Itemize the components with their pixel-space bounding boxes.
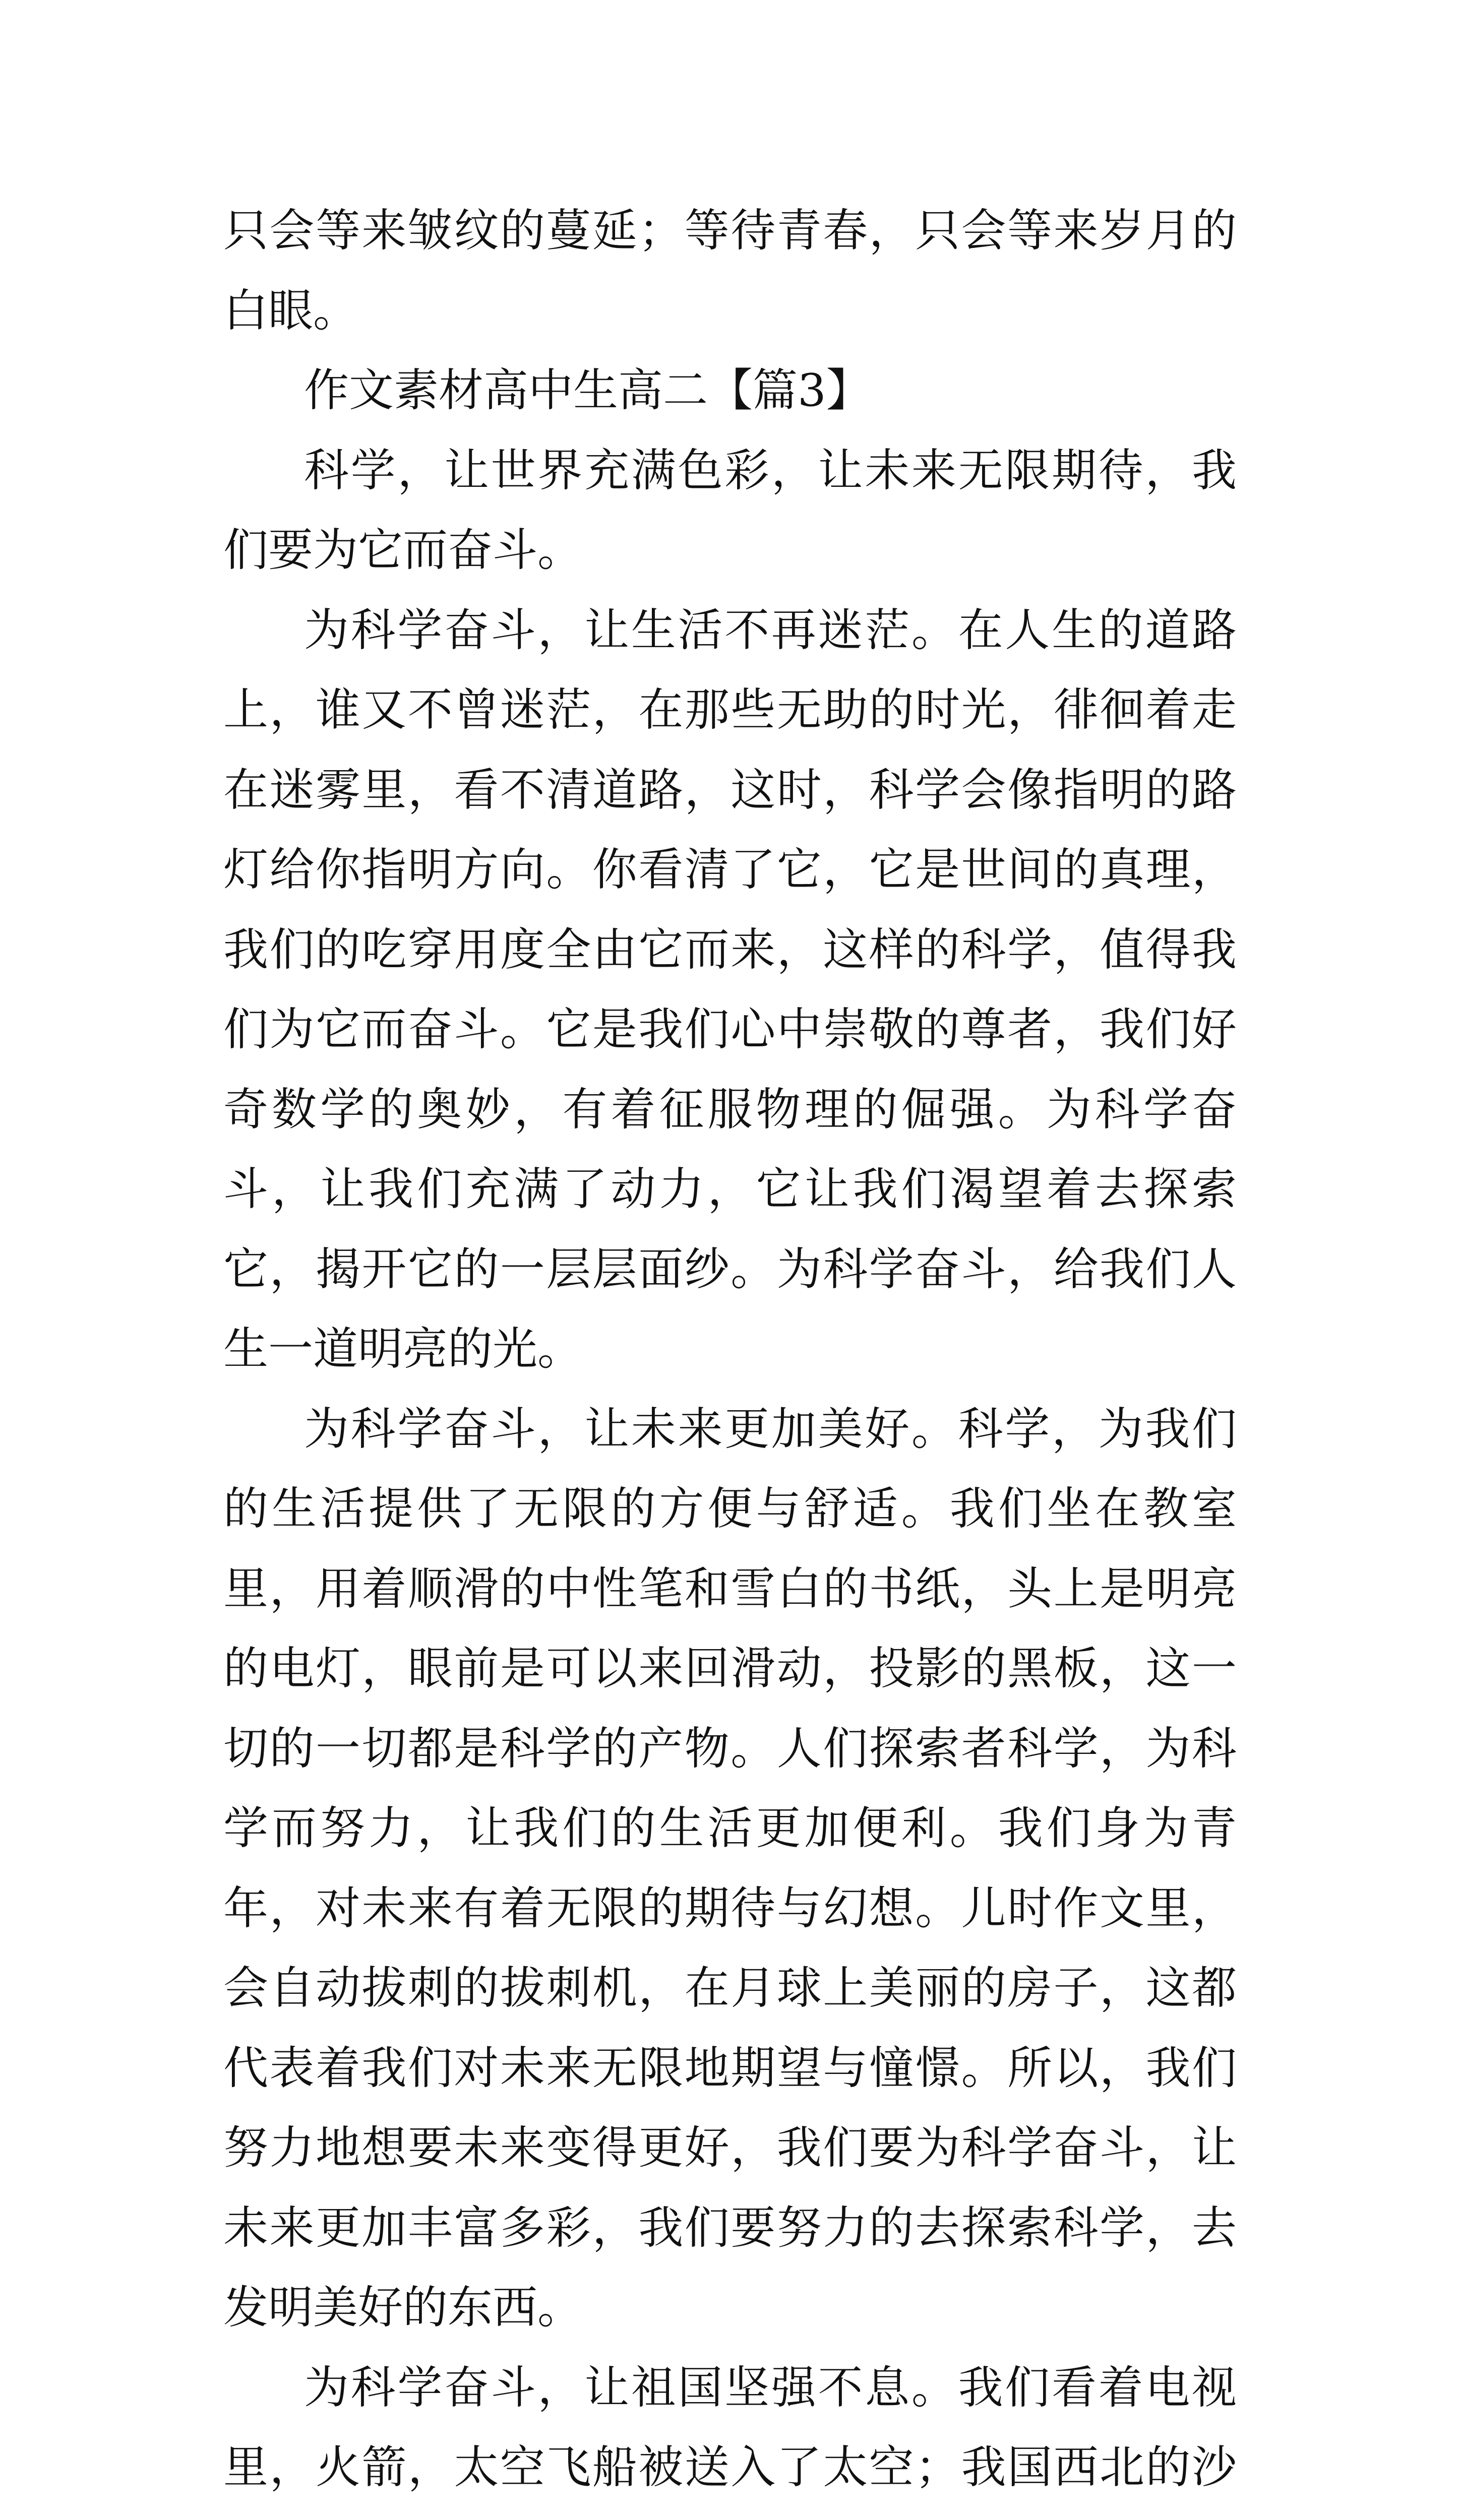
paragraph: 为科学奋斗，让生活不再迷茫。在人生的道路上，谁又不曾迷茫，在那些无助的时光，徘徊着走在迷雾里，看不清道路，这时，科学会像指明的路灯给你指明方向。你看清了它，它是世间的真理，我们的吃穿用度全由它而来，这样的科学，值得我们为它而奋斗。它是我们心中崇敬的尊者，我们好奇数学的奥妙，有着征服物理的倔强。为科学奋斗，让我们充满了动力，它让我们渴望着去探索它，揭开它的一层层面纱。为科学奋斗，给我们人生一道明亮的光。 [223, 590, 1237, 1389]
paragraph: 为科学奋斗，让祖国坚强不息。我们看着电视里，火箭，太空飞船被送入了太空；我国西北的沙 [223, 2348, 1237, 2520]
paragraph: 科学，让世界充满色彩，让未来无限期待，我们要为它而奋斗。 [223, 430, 1237, 590]
continuation-line: 只会等来皱纹的蔓延；等待青春，只会等来岁月的白眼。 [223, 191, 1237, 350]
document-body [223, 191, 1237, 2520]
paragraph: 为科学奋斗，让未来更加美好。科学，为我们的生活提供了无限的方便与舒适。我们坐在教室里，用着顺滑的中性笔和雪白的书纸，头上是明亮的电灯，眼前是可以来回滑动，投影的黑板，这一切的一切都是科学的产物。人们探索者科学，为科学而努力，让我们的生活更加便利。我们身为青年，对未来有着无限的期待与幻想。儿时作文里，会自动拔刺的拔刺机，在月球上美丽的房子，这都代表着我们对未来无限地期望与憧憬。所以，我们努力地想要未来变得更好，我们要为科学奋斗，让未来更加丰富多彩，我们要努力的去探索科学，去发明美好的东西。 [223, 1389, 1237, 2348]
section-title: 作文素材高中生高二【篇3】 [223, 350, 1237, 430]
